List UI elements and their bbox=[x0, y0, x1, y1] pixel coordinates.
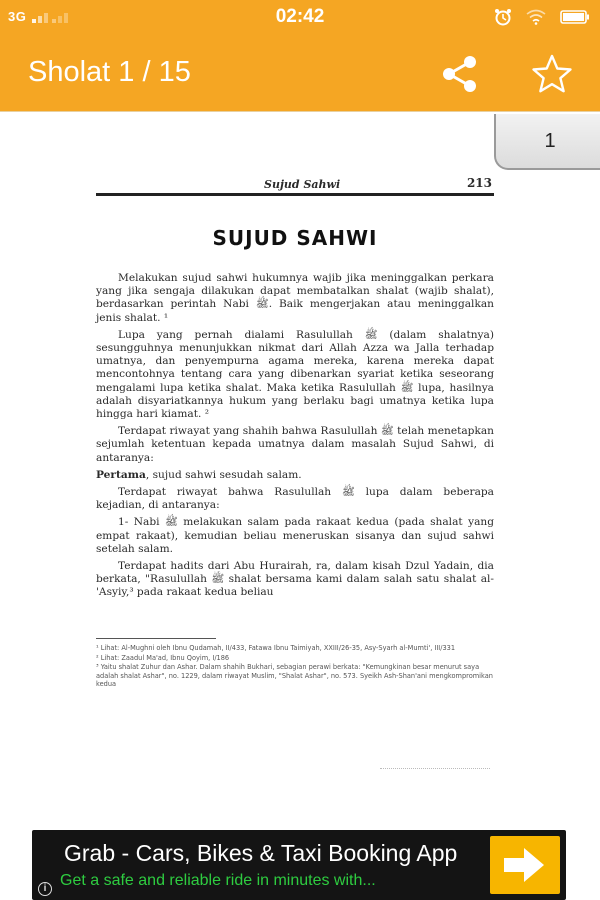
first-point bbox=[96, 469, 494, 482]
ad-banner[interactable] bbox=[32, 830, 566, 900]
footnote-divider bbox=[96, 638, 216, 639]
running-title: Sujud Sahwi bbox=[264, 178, 341, 191]
paragraph: Lupa yang pernah dialami Rasulullah ﷺ (dalam shalatnya) sesungguhnya menunjukkan nikmat dari Allah Azza wa Jalla terhadap umatnya, dan penyempurna agama mereka, karena mereka dapat mencontohnya tentang cara yang dibenarkan syariat ketika seseorang mengalami lupa ketika shalat. Maka ketika Rasulullah ﷺ lupa, hasilnya adalah disyariatkannya hukum yang berlaku bagi umatnya ketika lupa hingga hari kiamat. ² bbox=[96, 328, 494, 421]
paragraph: Melakukan sujud sahwi hukumnya wajib jika meninggalkan perkara yang jika sengaja dilakukan dapat membatalkan shalat (wajib shalat), berdasarkan perintah Nabi ﷺ. Baik mengerjakan atau meninggalkan jenis shalat. ¹ bbox=[96, 272, 494, 324]
page-title: Sholat 1 / 15 bbox=[28, 56, 191, 88]
ad-subtitle[interactable]: Get a safe and reliable ride in minutes with... bbox=[60, 872, 376, 889]
app-bar bbox=[0, 34, 600, 112]
paragraph: Terdapat riwayat bahwa Rasulullah ﷺ lupa dalam beberapa kejadian, di antaranya: bbox=[96, 486, 494, 512]
wifi-icon bbox=[526, 9, 546, 25]
arrow-right-icon bbox=[490, 836, 560, 894]
ad-cta-button[interactable] bbox=[490, 836, 560, 894]
alarm-icon bbox=[494, 8, 512, 26]
book-page bbox=[90, 168, 500, 788]
first-point-text: , sujud sahwi sesudah salam. bbox=[145, 468, 302, 481]
page-number-badge[interactable]: 1 bbox=[494, 114, 600, 170]
body-text bbox=[96, 272, 494, 604]
chapter-title: SUJUD SAHWI bbox=[212, 226, 378, 250]
favorite-button[interactable] bbox=[528, 50, 576, 98]
paragraph: Terdapat riwayat yang shahih bahwa Rasulullah ﷺ telah menetapkan sejumlah ketentuan kepada umatnya dalam masalah Sujud Sahwi, di antaranya: bbox=[96, 425, 495, 464]
footnotes bbox=[96, 644, 494, 690]
footnote: ² Lihat: Zaadul Ma'ad, Ibnu Qoyim, I/186 bbox=[96, 653, 230, 662]
share-button[interactable] bbox=[436, 50, 484, 98]
battery-icon bbox=[560, 9, 590, 25]
ad-title[interactable]: Grab - Cars, Bikes & Taxi Booking App bbox=[64, 840, 458, 866]
footnote: ¹ Lihat: Al-Mughni oleh Ibnu Qudamah, II/433, Fatawa Ibnu Taimiyah, XXIII/26-35, Asy-Syarh al-Mumti', III/331 bbox=[96, 644, 456, 652]
paragraph: Terdapat hadits dari Abu Hurairah, ra, dalam kisah Dzul Yadain, dia berkata, "Rasulullah ﷺ shalat bersama kami dalam salah satu shalat al-'Asyiy,³ pada rakaat kedua beliau bbox=[96, 560, 495, 599]
first-point-label: Pertama bbox=[96, 468, 146, 481]
star-outline-icon bbox=[528, 50, 576, 98]
network-type: 3G bbox=[8, 9, 27, 24]
status-time: 02:42 bbox=[275, 6, 325, 27]
status-bar bbox=[0, 0, 600, 34]
page-edge-dots bbox=[380, 768, 490, 769]
footnote: ³ Yaitu shalat Zuhur dan Ashar. Dalam shahih Bukhari, sebagian perawi berkata: "Kemungkinan besar menurut saya adalah shalat Ashar", no. 1229, dalam riwayat Muslim, "Shalat Ashar", no. 573. Syeikh Ash-Shan'ani mengkompromikan kedua bbox=[96, 663, 493, 689]
book-page-number: 213 bbox=[466, 176, 492, 190]
paragraph: 1- Nabi ﷺ melakukan salam pada rakaat kedua (pada shalat yang empat rakaat), kemudian beliau meneruskan sisanya dan sujud sahwi setelah salam. bbox=[96, 516, 494, 555]
share-icon bbox=[436, 50, 484, 98]
running-header bbox=[96, 176, 494, 196]
status-icons bbox=[494, 6, 590, 28]
ad-info-icon[interactable]: i bbox=[38, 882, 52, 896]
